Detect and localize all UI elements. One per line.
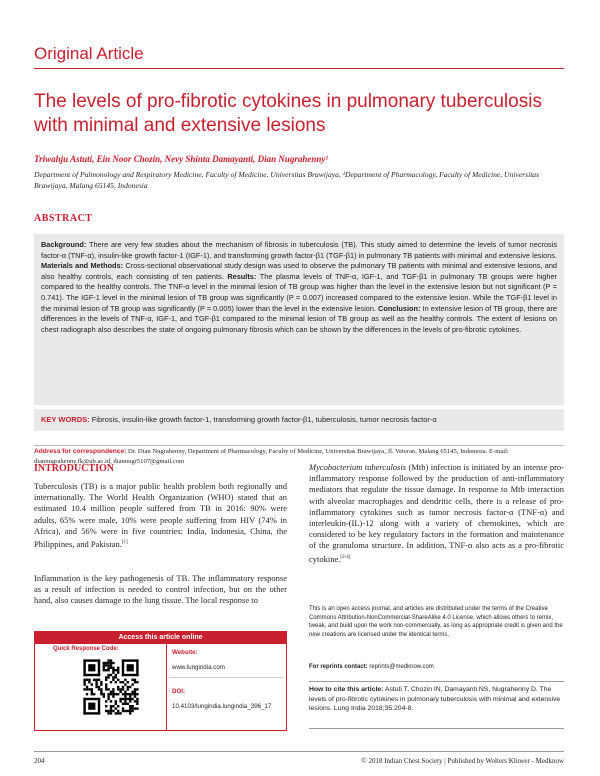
section-rule (34, 445, 564, 446)
cite-text: Astuti T, Chozin IN, Damayanti NS, Nugrahenny D. The levels of pro-fibrotic cytokines in pulmonary tuberculosis with minimal and extensive lesions. Lung India 2018;35:204-8. (309, 686, 561, 713)
open-access-note: This is an open access journal, and articles are distributed under the terms of the Creative Commons Attribution-NonCommercial-ShareAlike 4.0 License, which allows others to remix, tweak, and build upon the work non-commercially, as long as appropriate credit is given and the new creations are licensed under the identical terms. (309, 606, 563, 639)
qr-code-icon[interactable] (81, 656, 141, 718)
reprints-label: For reprints contact: (309, 664, 368, 670)
column2-paragraph (309, 462, 564, 565)
qr-label: Quick Response Code: (53, 646, 119, 652)
reprints-contact (309, 664, 434, 670)
affiliations: Department of Pulmonology and Respiratory Medicine, Faculty of Medicine, Universitas Brawijaya, ¹Department of Pharmacology, Faculty of Medicine, Universitas Brawijaya, Malang 65145, Indonesia (34, 170, 540, 190)
citation-box (309, 681, 564, 729)
article-title: The levels of pro-fibrotic cytokines in pulmonary tuberculosis with minimal and extensive lesions (34, 91, 542, 136)
correspondence-text: Dr. Dian Nugrahenny, Department of Pharmacology, Faculty of Medicine, Universitas Brawijaya, Jl. Veteran, Malang 65145, Indonesia. E-mail: diannugrahenny.fk@ub.ac.id, diannugr5107@gmail.com (34, 448, 509, 465)
abstract-heading: ABSTRACT (34, 213, 93, 224)
conclusion-label: Conclusion: (375, 303, 421, 313)
doi-link[interactable]: 10.4103/lungindia.lungindia_396_17 (172, 703, 272, 710)
column2-text: (Mtb) infection is initiated by an intense pro-inflammatory response followed by the production of anti-inflammatory mediators that regulate the tissue damage. In response to Mtb interaction with alveolar macrophages and dendritic cells, there is a release of pro-inflammatory cytokines such as tumor necrosis factor-α (TNF-α) and interleukin-(IL)-12 along with a variety of chemokines, which are considered to be key regulatory factors in the formation and maintenance of the granuloma structure. In addition, TNF-α also acts as a pro-fibrotic cytokine. (309, 462, 564, 564)
keywords-box (34, 409, 564, 431)
organism-name: Mycobacterium tuberculosis (309, 462, 407, 472)
author-list: Triwahju Astuti, Ein Noor Chozin, Nevy Shinta Damayanti, Dian Nugrahenny¹ (34, 154, 329, 164)
doi-label: DOI: (172, 688, 186, 695)
methods-label: Materials and Methods: (41, 261, 124, 271)
access-divider (166, 644, 167, 730)
keywords-label: KEY WORDS: (41, 415, 90, 424)
intro-p1-ref: [1] (121, 540, 128, 546)
background-text: There are very few studies about the mechanism of fibrosis in tuberculosis (TB). This study aimed to determine the levels of tumor necrosis factor-α (TNF-α), insulin-like growth factor-1 (IGF-1), and transforming growth factor-β1 (TGF-β1) in pulmonary TB patients with minimal and extensive lesions. (41, 240, 557, 260)
access-heading: Access this article online (35, 632, 286, 644)
keywords-text: Fibrosis, insulin-like growth factor-1, transforming growth factor-β1, tuberculosis, tumor necrosis factor-α (89, 415, 437, 424)
column2-ref: [2-4] (340, 554, 351, 560)
access-rule (169, 677, 283, 678)
abstract-text (41, 240, 557, 335)
intro-paragraph-1 (34, 481, 287, 550)
intro-p1-text: Tuberculosis (TB) is a major public health problem both regionally and internationally. The World Health Organization (WHO) stated that an estimated 10.4 million people suffered from TB in 2016: 90% were adults, 65% were male, 10% were people suffering from HIV (74% in Africa), and 56% were in five countries: India, Indonesia, China, the Philippines, and Pakistan. (34, 481, 287, 549)
intro-paragraph-2: Inflammation is the key pathogenesis of TB. The inflammatory response as a result of infection is needed to control infection, but on the other hand, also causes damage to the lung tissue. The local response to (34, 573, 287, 606)
cite-label: How to cite this article: (309, 686, 384, 693)
website-link[interactable]: www.lungindia.com (172, 664, 225, 671)
header-rule (34, 68, 564, 69)
results-label: Results: (223, 271, 257, 281)
introduction-heading: INTRODUCTION (34, 463, 115, 474)
correspondence-label: Address for correspondence: (34, 448, 127, 455)
conclusion-text: In extensive lesion of TB group, there are differences in the levels of TNF-α, IGF-1, and TGF-β1 compared to the minimal lesion of TB group as well as the healthy controls. The extent of lesions on chest radiograph also describes the state of ongoing pulmonary fibrosis which can be shown by the differences in the levels of pro-fibrotic cytokines. (41, 303, 557, 334)
background-label: Background: (41, 240, 87, 249)
website-label: Website: (172, 649, 198, 656)
methods-text: Cross-sectional observational study design was used to observe the pulmonary TB patients with minimal and extensive lesions, and also healthy controls, each consisting of ten patients. (41, 261, 557, 281)
reprints-email[interactable]: reprints@medknow.com (367, 664, 434, 670)
abstract-box (34, 234, 564, 405)
access-online-box (34, 631, 287, 731)
footer-rule (34, 751, 564, 752)
results-text: The plasma levels of TNF-α, IGF-1, and TGF-β1 in pulmonary TB groups were higher compared to the healthy controls. The TNF-α level in the minimal lesion of TB group was higher than the level in the extensive lesion but not significant (P = 0.741). The IGF-1 level in the minimal lesion of TB group was significantly (P = 0.007) increased compared to the extensive lesion. While the TGF-β1 level in the minimal lesion of TB group was significantly (P = 0.005) lower than the level in the extensive lesion. (41, 271, 557, 313)
page-number: 204 (34, 757, 45, 765)
article-type: Original Article (34, 44, 144, 63)
footer-copyright: © 2018 Indian Chest Society | Published by Wolters Kluwer - Medknow (361, 757, 564, 765)
